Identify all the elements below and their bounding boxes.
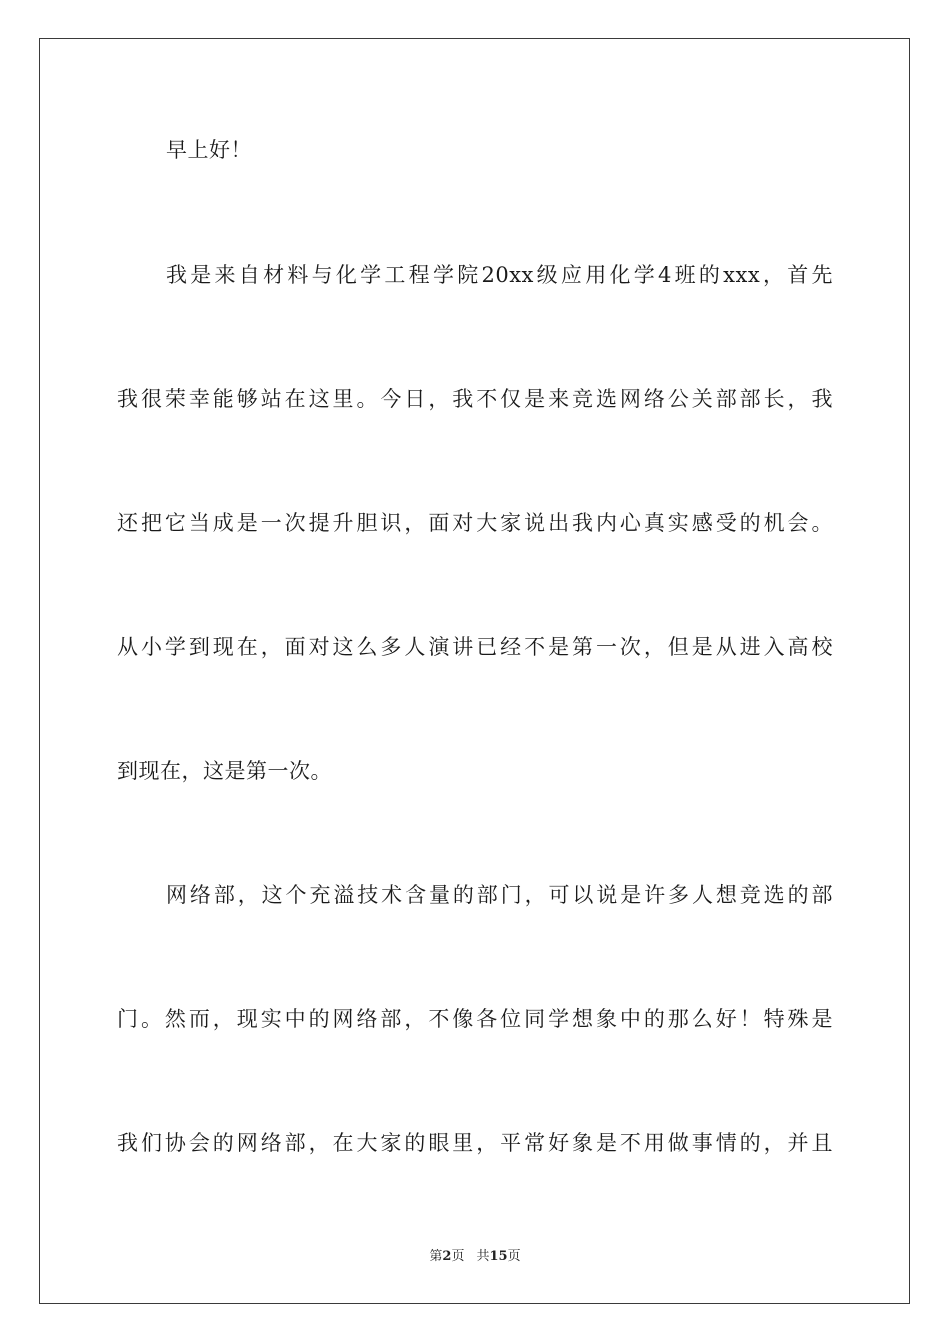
paragraph-1-line-5: 到现在，这是第一次。 bbox=[117, 759, 332, 783]
paragraph-1-line-3: 还把它当成是一次提升胆识，面对大家说出我内心真实感受的机会。 bbox=[117, 511, 833, 535]
paragraph-1-line-2: 我很荣幸能够站在这里。今日，我不仅是来竞选网络公关部部长，我 bbox=[117, 387, 833, 411]
paragraph-2-line-3: 我们协会的网络部，在大家的眼里，平常好象是不用做事情的，并且 bbox=[117, 1131, 833, 1155]
total-page-number: 15 bbox=[489, 1249, 508, 1264]
page-prefix: 第 bbox=[429, 1249, 443, 1264]
greeting-line: 早上好！ bbox=[166, 138, 252, 162]
paragraph-1-line-1: 我是来自材料与化学工程学院20xx级应用化学4班的xxx，首先 bbox=[166, 263, 833, 287]
page-unit: 页 bbox=[451, 1249, 465, 1264]
paragraph-2-line-1: 网络部，这个充溢技术含量的部门，可以说是许多人想竞选的部 bbox=[166, 883, 833, 907]
current-page-number: 2 bbox=[442, 1249, 452, 1264]
page-footer bbox=[0, 1248, 950, 1266]
page-border bbox=[39, 38, 910, 1304]
paragraph-1-line-4: 从小学到现在，面对这么多人演讲已经不是第一次，但是从进入高校 bbox=[117, 635, 833, 659]
paragraph-2-line-2: 门。然而，现实中的网络部，不像各位同学想象中的那么好！特殊是 bbox=[117, 1007, 833, 1031]
total-unit: 页 bbox=[507, 1249, 521, 1264]
total-prefix: 共 bbox=[476, 1249, 490, 1264]
